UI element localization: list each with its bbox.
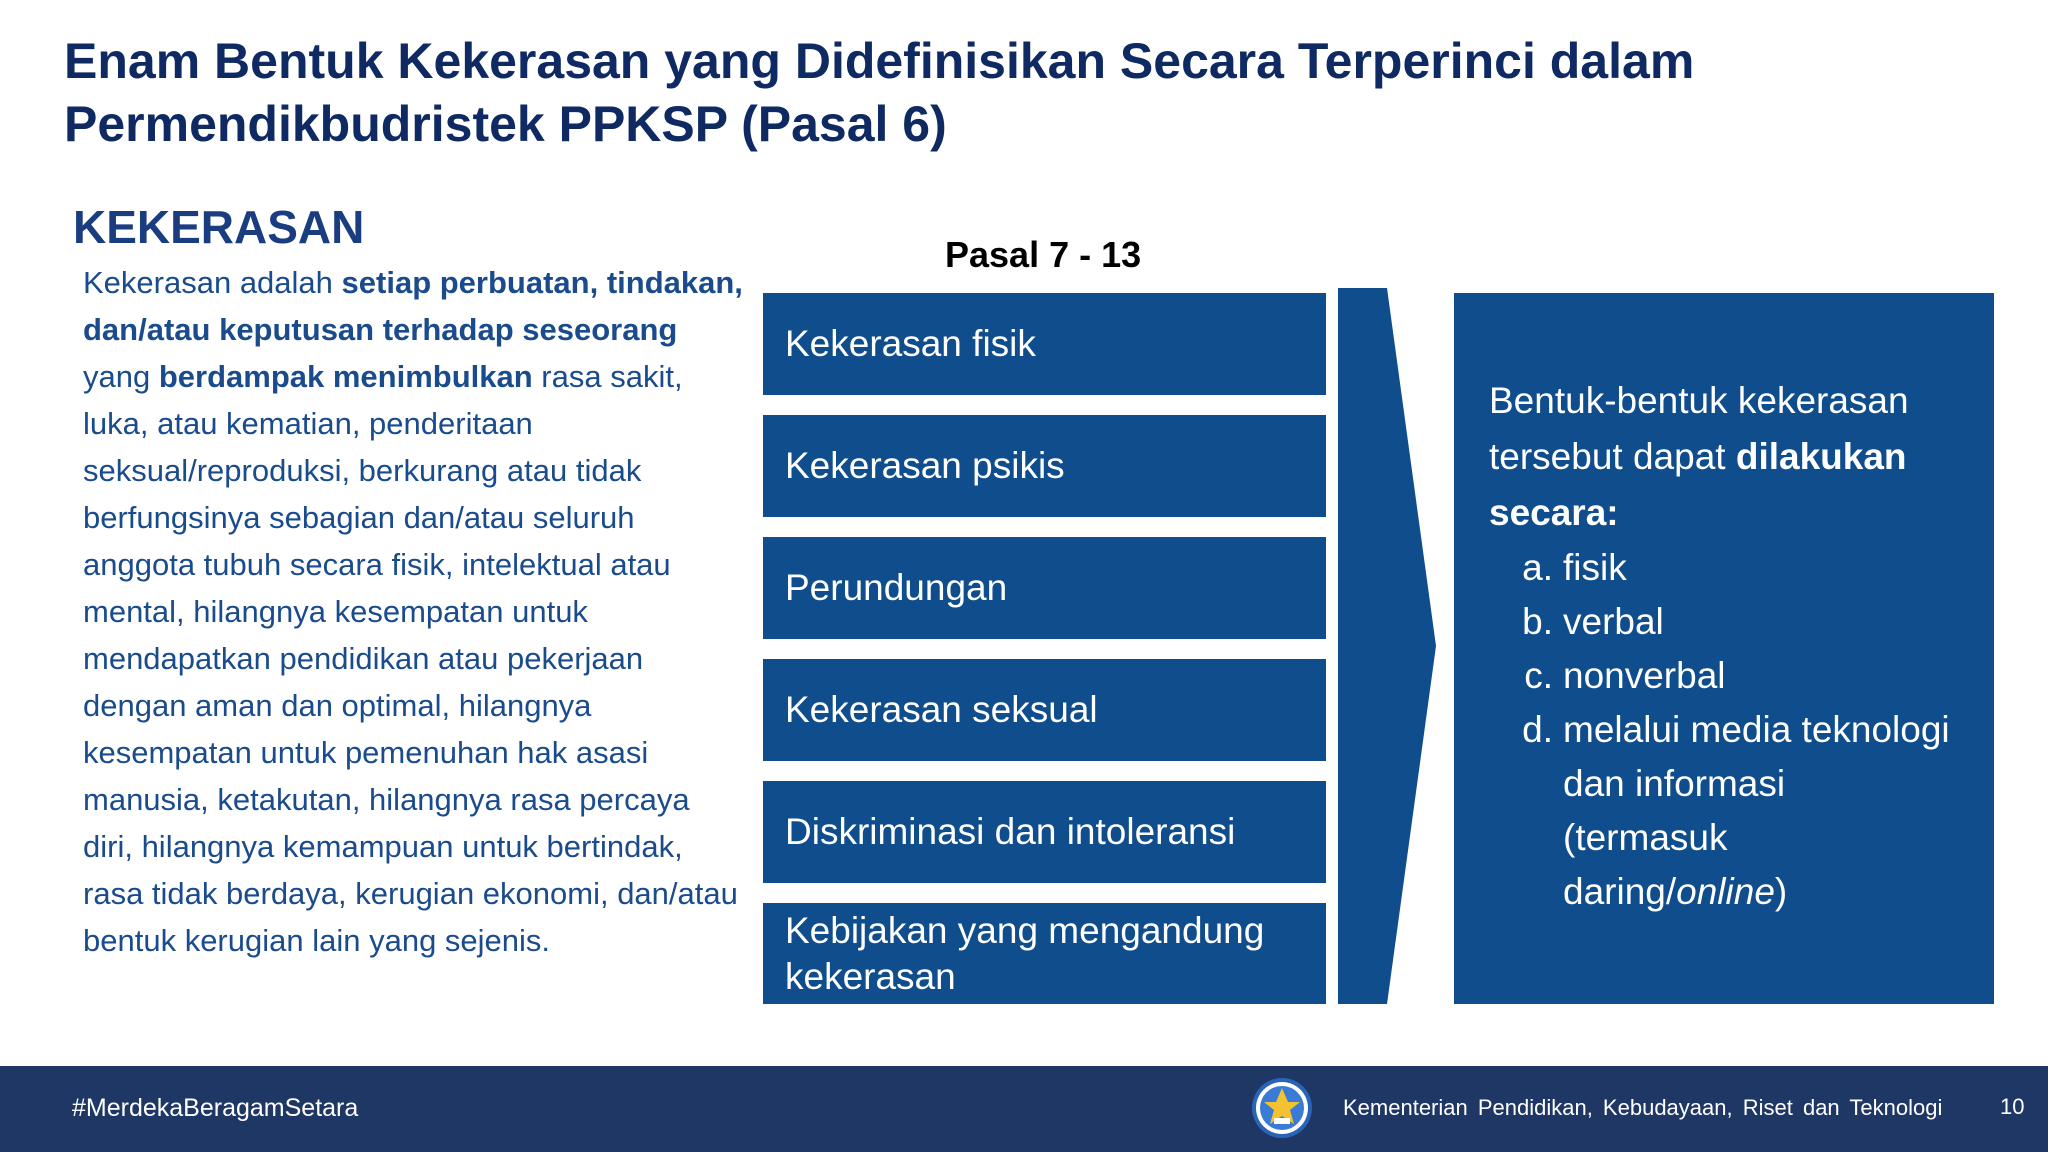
footer-hashtag: #MerdekaBeragamSetara (72, 1094, 359, 1122)
definition-part-1: Kekerasan adalah (83, 265, 342, 300)
list-marker: b. (1522, 601, 1553, 642)
chevron-arrow-icon (1338, 288, 1438, 1006)
form-label: Kekerasan seksual (785, 689, 1098, 730)
page-number: 10 (2000, 1094, 2025, 1119)
list-item-suffix: ) (1774, 871, 1788, 912)
execution-methods-list (1489, 541, 1954, 919)
form-label: Perundungan (785, 567, 1008, 608)
slide-title-line-1: Enam Bentuk Kekerasan yang Didefinisikan Secara Terperinci dalam (64, 33, 1695, 89)
list-marker: a. (1522, 547, 1553, 588)
definition-bold-2: berdampak menimbulkan (158, 359, 533, 394)
definition-part-3: rasa sakit, luka, atau kematian, penderitaan seksual/reproduksi, berkurang atau tidak berfungsinya sebagian dan/atau seluruh anggota tubuh secara fisik, intelektual atau mental, hilangnya kesempatan untuk mendapatkan pendidikan atau pekerjaan dengan aman dan optimal, hilangnya kesempatan untuk pemenuhan hak asasi manusia, ketakutan, hilangnya rasa percaya diri, hilangnya kemampuan untuk bertindak, rasa tidak berdaya, kerugian ekonomi, dan/atau bentuk kerugian lain yang sejenis. (83, 359, 738, 958)
slide-title (64, 30, 1964, 156)
form-label: Kebijakan yang mengandung kekerasan (785, 909, 1265, 997)
form-label: Diskriminasi dan intoleransi (785, 811, 1236, 852)
form-box-bullying (763, 537, 1326, 639)
execution-intro (1489, 373, 1954, 541)
definition-bold-1: setiap perbuatan, tindakan, dan/atau keputusan terhadap seseorang (83, 265, 743, 347)
execution-intro-bold: dilakukan secara: (1489, 436, 1907, 533)
execution-methods-box (1454, 293, 1994, 1004)
form-box-sexual (763, 659, 1326, 761)
list-item (1489, 649, 1954, 703)
list-item (1489, 541, 1954, 595)
list-item-italic: online (1676, 871, 1775, 912)
ministry-logo-icon (1250, 1076, 1314, 1140)
form-label: Kekerasan fisik (785, 323, 1036, 364)
definition-part-2: yang (83, 359, 159, 394)
form-box-discrimination (763, 781, 1326, 883)
section-heading: KEKERASAN (73, 201, 365, 253)
execution-intro-text: Bentuk-bentuk kekerasan tersebut dapat (1489, 380, 1909, 477)
slide-title-line-2: Permendikbudristek PPKSP (Pasal 6) (64, 96, 947, 152)
footer-ministry: Kementerian Pendidikan, Kebudayaan, Riset dan Teknologi (1343, 1095, 1943, 1120)
list-item-text: verbal (1563, 601, 1664, 642)
list-item (1489, 703, 1954, 919)
definition-text (83, 259, 743, 964)
list-item-text: fisik (1563, 547, 1627, 588)
list-item-text: nonverbal (1563, 655, 1726, 696)
list-marker: d. (1522, 709, 1553, 750)
form-box-physical (763, 293, 1326, 395)
form-label: Kekerasan psikis (785, 445, 1065, 486)
list-item-text: melalui media teknologi dan informasi (termasuk daring/ (1563, 709, 1950, 912)
form-box-policy (763, 903, 1326, 1004)
list-item (1489, 595, 1954, 649)
footer-bar (0, 1066, 2048, 1152)
pasal-label: Pasal 7 - 13 (945, 234, 1142, 275)
form-box-psychological (763, 415, 1326, 517)
list-marker: c. (1524, 655, 1553, 696)
list-item-text-wrapper (1563, 703, 1954, 919)
